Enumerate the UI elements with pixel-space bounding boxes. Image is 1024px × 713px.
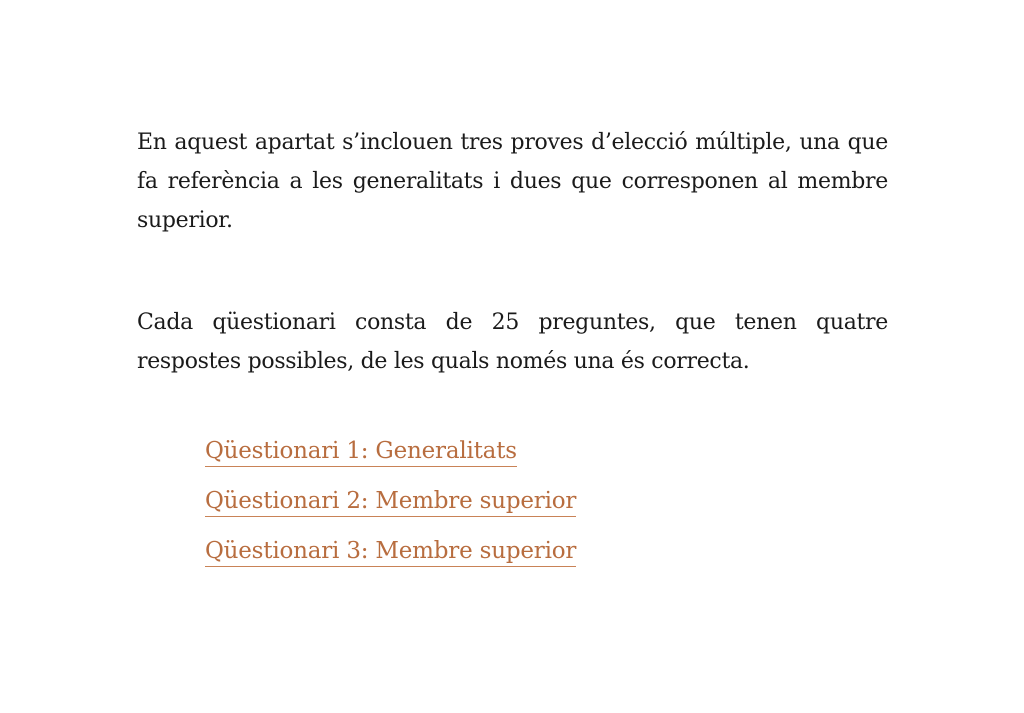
list-item	[205, 479, 888, 529]
quiz-3-link[interactable]: Qüestionari 3: Membre superior	[205, 538, 576, 567]
list-item	[205, 429, 888, 479]
list-item	[205, 529, 888, 579]
intro-paragraph: En aquest apartat s’inclouen tres proves d’elecció múltiple, una que fa referència a les generalitats i dues que corresponen al membre superior.	[137, 130, 888, 233]
quiz-1-link[interactable]: Qüestionari 1: Generalitats	[205, 438, 517, 467]
quiz-link-list	[205, 429, 888, 579]
quiz-2-link[interactable]: Qüestionari 2: Membre superior	[205, 488, 576, 517]
description-paragraph: Cada qüestionari consta de 25 preguntes, que tenen quatre respostes possibles, de les quals només una és correcta.	[137, 310, 888, 374]
main-content	[137, 123, 888, 579]
